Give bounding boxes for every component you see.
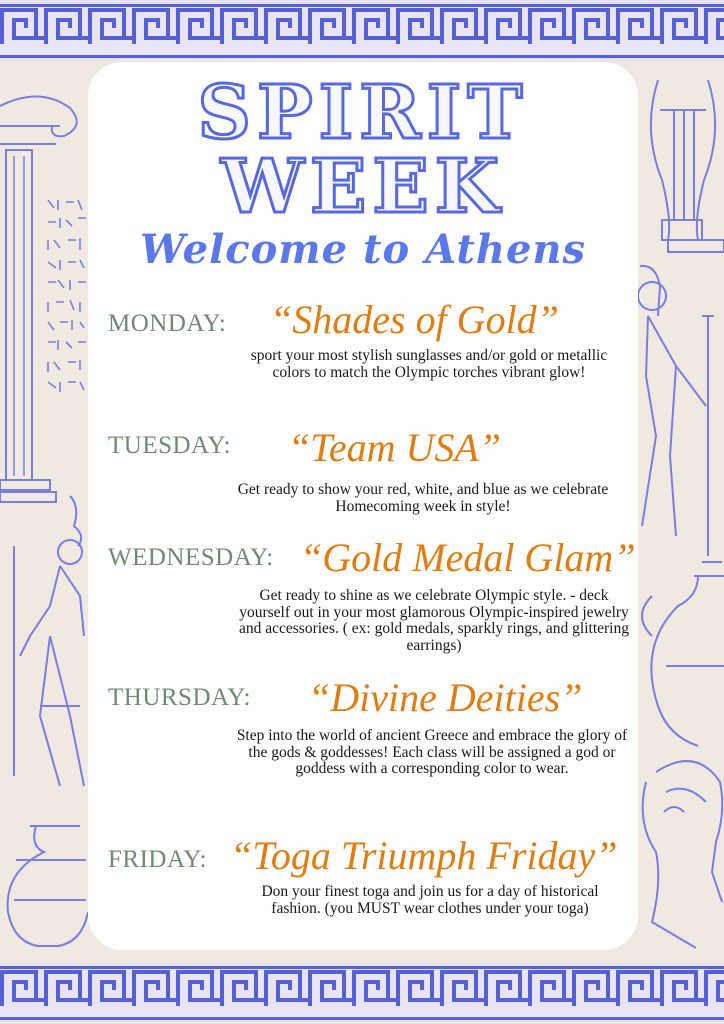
thursday-label: THURSDAY: [108,684,251,711]
egyptian-figure-icon [0,486,90,796]
tuesday-description: Get ready to show your red, white, and blue as we celebrate Homecoming week in style! [237,481,609,515]
title-spirit: SPIRIT [197,70,529,156]
friday-theme: “Toga Triumph Friday” [230,833,618,878]
egyptian-figure-right-icon [636,256,724,556]
friday-label: FRIDAY: [108,846,207,873]
thursday-theme: “Divine Deities” [308,675,583,720]
bottom-greek-key-border [0,962,724,1024]
monday-description: sport your most stylish sunglasses and/or gold or metallic colors to match the Olympic torches vibrant glow! [250,347,608,381]
wednesday-description: Get ready to shine as we celebrate Olympic style. - deck yourself out in your most glamorous Olympic-inspired jewelry and accessories. ( ex: gold medals, sparkly rings, and glittering earrings) [239,587,629,654]
lyre-icon [638,70,724,256]
monday-label: MONDAY: [108,310,227,337]
title-week: WEEK [220,144,506,230]
top-greek-key-border [0,0,724,62]
wednesday-label: WEDNESDAY: [108,544,274,571]
tuesday-theme: “Team USA” [288,425,502,470]
amphora-right-icon [636,556,724,752]
friday-description: Don your finest toga and join us for a day of historical fashion. (you MUST wear clothes under your toga) [261,883,599,917]
subtitle: Welcome to Athens [139,226,587,273]
greek-head-icon [636,752,724,952]
glyph-panel-icon [44,196,90,412]
content-card [88,62,638,950]
wednesday-theme: “Gold Medal Glam” [300,535,636,580]
tuesday-label: TUESDAY: [108,432,232,459]
monday-theme: “Shades of Gold” [270,297,559,342]
amphora-left-icon [0,820,90,950]
thursday-description: Step into the world of ancient Greece and embrace the glory of the gods & goddesses! Each class will be assigned a god or goddess with a corresponding color to wear. [236,727,628,777]
